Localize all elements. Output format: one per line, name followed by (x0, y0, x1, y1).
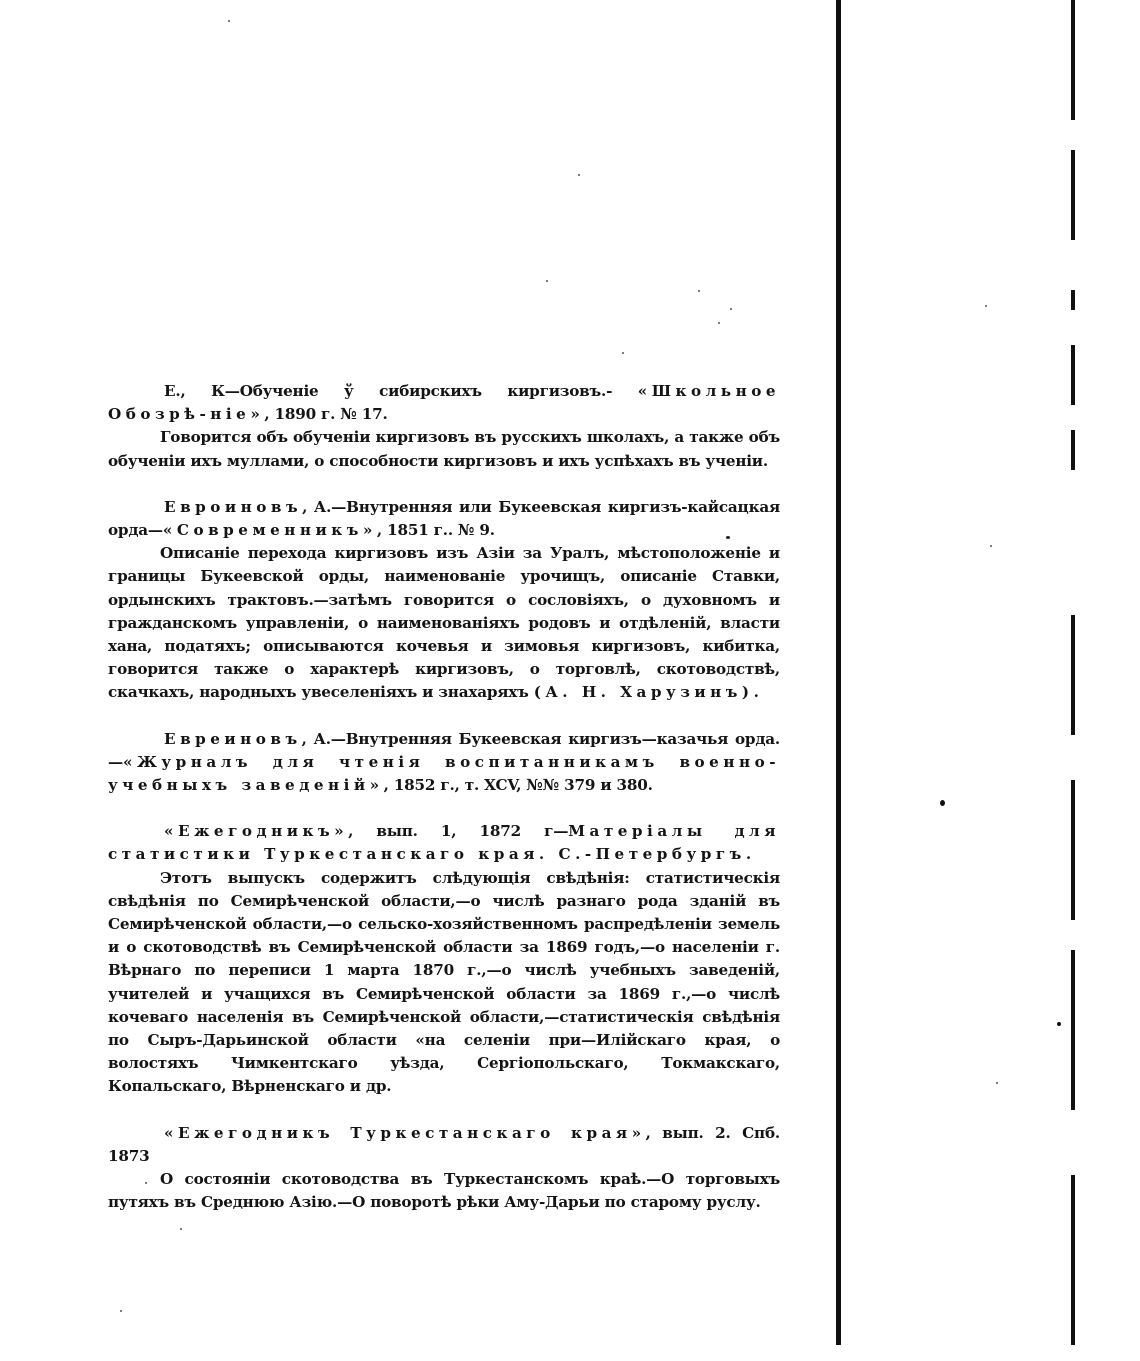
scan-speck (1057, 1022, 1061, 1026)
entry-annotation: Этотъ выпускъ содержитъ слѣдующія свѣдѣнія: статистическія свѣдѣнія по Семирѣченской области,—о числѣ разнаго рода зданій въ Семирѣченской области,—о сельско-хозяйственномъ распредѣленіи земель и о скотоводствѣ въ Семирѣченской области за 1869 годъ,—о населеніи г. Вѣрнаго по переписи 1 марта 1870 г.,—о числѣ учебныхъ заведеній, учителей и учащихся въ Семирѣченской области за 1869 г.,—о числѣ кочеваго населенія въ Семирѣченской области,—статистическія свѣдѣнія по Сыръ-Дарьинской области «на селеніи при—Илійскаго края, о волостяхъ Чимкентскаго уѣзда, Сергіопольскаго, Токмакскаго, Копальскаго, Вѣрненскаго и др. (108, 868, 780, 1096)
entry-heading (108, 1122, 780, 1168)
scan-speck (546, 280, 548, 282)
entry-annotation (108, 542, 780, 704)
entry-details: , вып. 2. Спб. 1873 (108, 1123, 780, 1165)
bibliography-list (108, 380, 780, 1238)
entry-credit: (А. Н. Харузинъ). (533, 683, 764, 702)
page-edge-rule-outer (1071, 615, 1075, 735)
entry-title: , А.—Внутренняя или Букеевская киргизъ-кайсацкая орда— (108, 497, 780, 540)
scan-speck (990, 545, 992, 547)
scan-speck (578, 174, 580, 176)
entry-source: «Школьное Обозрѣ-ніе» (108, 382, 780, 424)
scan-speck (996, 1082, 998, 1084)
entry-heading (108, 496, 780, 542)
page-edge-rule-outer (1071, 0, 1075, 120)
entry-author: Евроиновъ (164, 497, 303, 516)
page-edge-rule (836, 0, 841, 1345)
entry-heading (108, 820, 780, 866)
entry-annotation: О состояніи скотоводства въ Туркестанскомъ краѣ.—О торговыхъ путяхъ въ Среднюю Азію.—О поворотѣ рѣки Аму-Дарьи по старому руслу. (108, 1170, 780, 1212)
page-edge-rule-outer (1071, 430, 1075, 470)
entry-details: , 1890 г. № 17. (264, 405, 388, 424)
entry-title: , вып. 1, 1872 г— (348, 822, 569, 841)
scan-speck (228, 20, 230, 22)
entry-author: Е., К (164, 382, 225, 400)
scan-speck (718, 322, 720, 324)
entry-source: «Журналъ для чтенія воспитанникамъ военно-учебныхъ заведеній» (108, 752, 780, 795)
scan-speck (940, 800, 945, 806)
entry-source: «Ежегодникъ Туркестанскаго края» (164, 1123, 646, 1142)
bibliography-entry (108, 1122, 780, 1215)
bibliography-entry (108, 380, 780, 473)
entry-author: «Ежегодникъ» (164, 822, 349, 841)
page-edge-rule-outer (1071, 1175, 1075, 1345)
entry-title: —Обученіе ў сибирскихъ киргизовъ.- (224, 382, 638, 400)
entry-annotation: Говорится объ обученіи киргизовъ въ русскихъ школахъ, а также объ обученіи ихъ муллами, о способности киргизовъ и ихъ успѣхахъ въ ученіи. (108, 428, 780, 470)
entry-annotation-text: Описаніе перехода киргизовъ изъ Азіи за Уралъ, мѣстоположеніе и границы Букеевской орды, наименованіе урочищъ, описаніе Ставки, ордынскихъ трактовъ.—затѣмъ говорится о сословіяхъ, о духовномъ и гражданскомъ управленіи, о наименованіяхъ родовъ и отдѣленій, власти хана, податяхъ; описываются кочевья и зимовья киргизовъ, кибитка, говорится также о характерѣ киргизовъ, о торговлѣ, скотоводствѣ, скачкахъ, народныхъ увеселеніяхъ и знахаряхъ (108, 544, 780, 702)
scan-speck (622, 352, 624, 354)
scan-speck (120, 1310, 122, 1312)
entry-source: Матеріалы для статистики Туркестанскаго края. С.-Петербургъ. (108, 822, 780, 864)
page-edge-rule-outer (1071, 290, 1075, 310)
bibliography-entry (108, 496, 780, 705)
scan-speck (698, 290, 700, 292)
entry-details: , 1852 г., т. XCV, №№ 379 и 380. (383, 776, 653, 795)
entry-heading (108, 380, 780, 426)
scan-speck (985, 305, 987, 307)
bibliography-entry (108, 728, 780, 798)
entry-author: Евреиновъ (164, 729, 302, 748)
entry-heading (108, 728, 780, 798)
page-edge-rule-outer (1071, 345, 1075, 405)
scan-speck (730, 308, 732, 310)
page-edge-rule-outer (1071, 780, 1075, 920)
page-edge-rule-outer (1071, 150, 1075, 240)
entry-details: , 1851 г.. № 9. (376, 521, 495, 540)
bibliography-entry (108, 820, 780, 1098)
page-edge-rule-outer (1071, 950, 1075, 1110)
entry-title: , А.—Внутренняя Букеевская киргизъ—казачья орда.— (108, 729, 780, 771)
entry-source: «Современникъ» (162, 521, 377, 540)
